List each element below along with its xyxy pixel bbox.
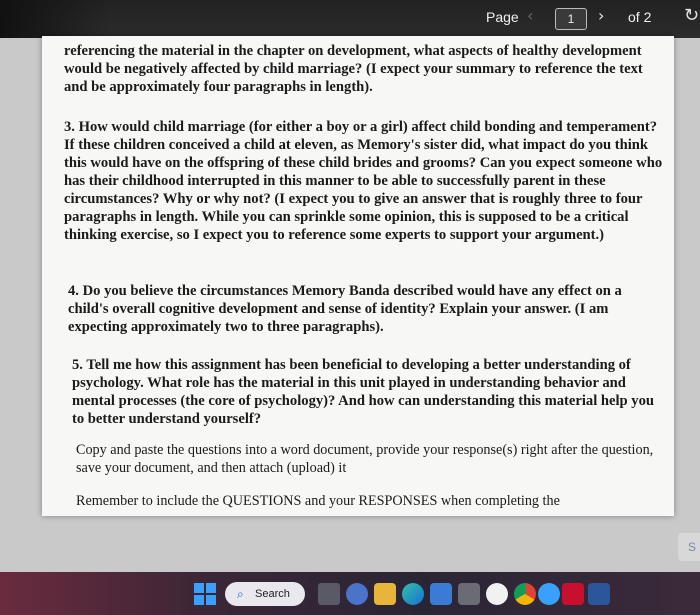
- toolbar-shade: [0, 0, 110, 38]
- page-number-input[interactable]: 1: [555, 8, 587, 30]
- edge-browser-icon[interactable]: [402, 583, 424, 605]
- word-icon[interactable]: [588, 583, 610, 605]
- taskbar-search-button[interactable]: [225, 582, 305, 606]
- taskbar: [0, 572, 700, 615]
- document-page: [42, 36, 674, 516]
- question-3: 3. How would child marriage (for either a boy or a girl) affect child bonding and temperament? If these children conceived a child at eleven, as Memory's sister did, what impact do you think this would have on the offspring of these child brides and grooms? Can you expect someone who has their childhood interrupted in this manner to be able to successfully parent in these circumstances? Why or why not? (I expect you to give an answer that is roughly three to four paragraphs in length. While you can sprinkle some opinion, this is supposed to be a critical thinking exercise, so I expect you to reference some experts to support your argument.): [64, 119, 663, 243]
- chrome-icon[interactable]: [514, 583, 536, 605]
- page-label: Page: [486, 9, 519, 25]
- windows-start-icon[interactable]: [194, 583, 216, 605]
- task-view-icon[interactable]: [318, 583, 340, 605]
- sparkle-app-icon[interactable]: [538, 583, 560, 605]
- next-page-icon[interactable]: ›: [598, 6, 605, 25]
- video-icon[interactable]: [346, 583, 368, 605]
- pdf-toolbar: [0, 0, 700, 38]
- page-count: of 2: [628, 9, 652, 25]
- refresh-icon[interactable]: ↻: [684, 5, 700, 26]
- question-5: 5. Tell me how this assignment has been beneficial to developing a better understanding of psychology. What role has the material in this unit played in understanding behavior and mental processes (the core of psychology)? And how can understanding this material help you to better understand yourself?: [72, 357, 655, 427]
- copy-instructions: Copy and paste the questions into a word document, provide your response(s) right after the question, save your document, and then attach (upload) it: [76, 442, 654, 476]
- question-2-continued: referencing the material in the chapter on development, what aspects of healthy development would be negatively affected by child marriage? (I expect your summary to reference the text and be approximately four paragraphs in length).: [64, 43, 643, 95]
- search-icon: ⌕: [237, 587, 244, 601]
- mcafee-icon[interactable]: [562, 583, 584, 605]
- folder-icon[interactable]: [374, 583, 396, 605]
- store-icon[interactable]: [430, 583, 452, 605]
- remember-note: Remember to include the QUESTIONS and your RESPONSES when completing the: [76, 493, 560, 509]
- question-4: 4. Do you believe the circumstances Memory Banda described would have any effect on a child's overall cognitive development and sense of identity? Explain your answer. (I am expecting approximately two to three paragraphs).: [68, 283, 622, 335]
- previous-page-icon[interactable]: ‹: [527, 6, 534, 25]
- search-label: Search: [255, 588, 290, 600]
- app-circle-icon[interactable]: [486, 583, 508, 605]
- media-icon[interactable]: [458, 583, 480, 605]
- side-panel-button[interactable]: S: [678, 533, 700, 561]
